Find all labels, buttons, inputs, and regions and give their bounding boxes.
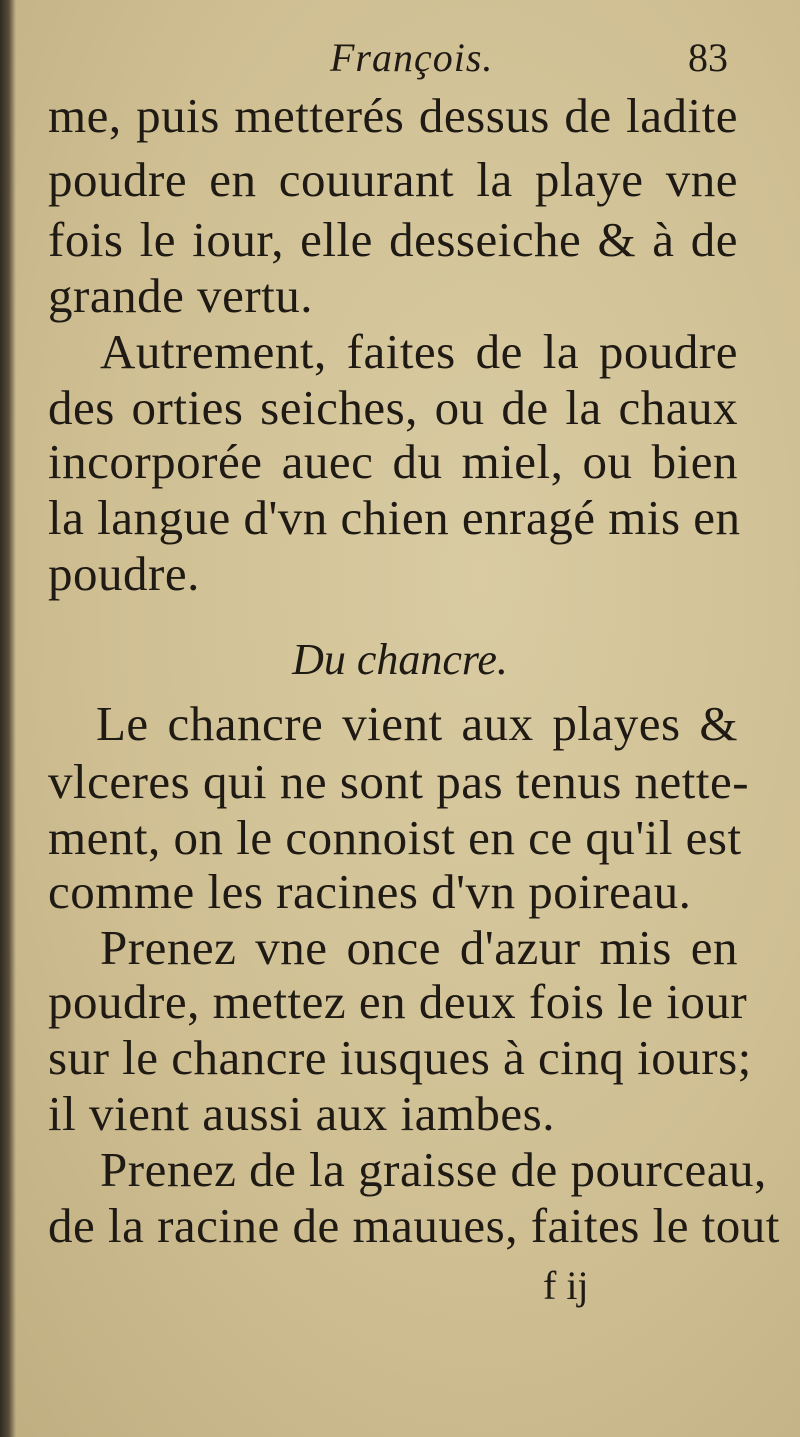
text-line: poudre en couurant la playe vne — [48, 152, 738, 207]
text-line: grande vertu. — [48, 268, 313, 323]
page-header — [0, 34, 800, 94]
running-head: François. — [330, 35, 494, 80]
text-line: incorporée auec du miel, ou bien — [48, 434, 738, 489]
text-line: Autrement, faites de la poudre — [100, 324, 738, 379]
text-line: poudre. — [48, 546, 200, 601]
text-line: Prenez de la graisse de pourceau, — [100, 1142, 767, 1197]
text-line: poudre, mettez en deux fois le iour — [48, 974, 748, 1029]
text-line: de la racine de mauues, faites le tout — [48, 1198, 780, 1253]
book-spine-shadow — [0, 0, 16, 1437]
text-line: comme les racines d'vn poireau. — [48, 864, 692, 919]
text-line: Prenez vne once d'azur mis en — [100, 920, 738, 975]
text-line: il vient aussi aux iambes. — [48, 1086, 555, 1141]
text-line: des orties seiches, ou de la chaux — [48, 380, 738, 435]
text-line: fois le iour, elle desseiche & à de — [48, 212, 738, 267]
text-line: ment, on le connoist en ce qu'il est — [48, 810, 742, 865]
signature-mark: f ij — [543, 1263, 589, 1308]
text-line: vlceres qui ne sont pas tenus nette- — [48, 754, 750, 809]
page-number: 83 — [688, 35, 728, 80]
text-line: la langue d'vn chien enragé mis en — [48, 490, 741, 545]
section-heading: Du chancre. — [292, 635, 508, 684]
text-line: sur le chancre iusques à cinq iours; — [48, 1030, 752, 1085]
text-line: Le chancre vient aux playes & — [96, 696, 738, 751]
text-line: me, puis metterés dessus de ladite — [48, 88, 738, 143]
